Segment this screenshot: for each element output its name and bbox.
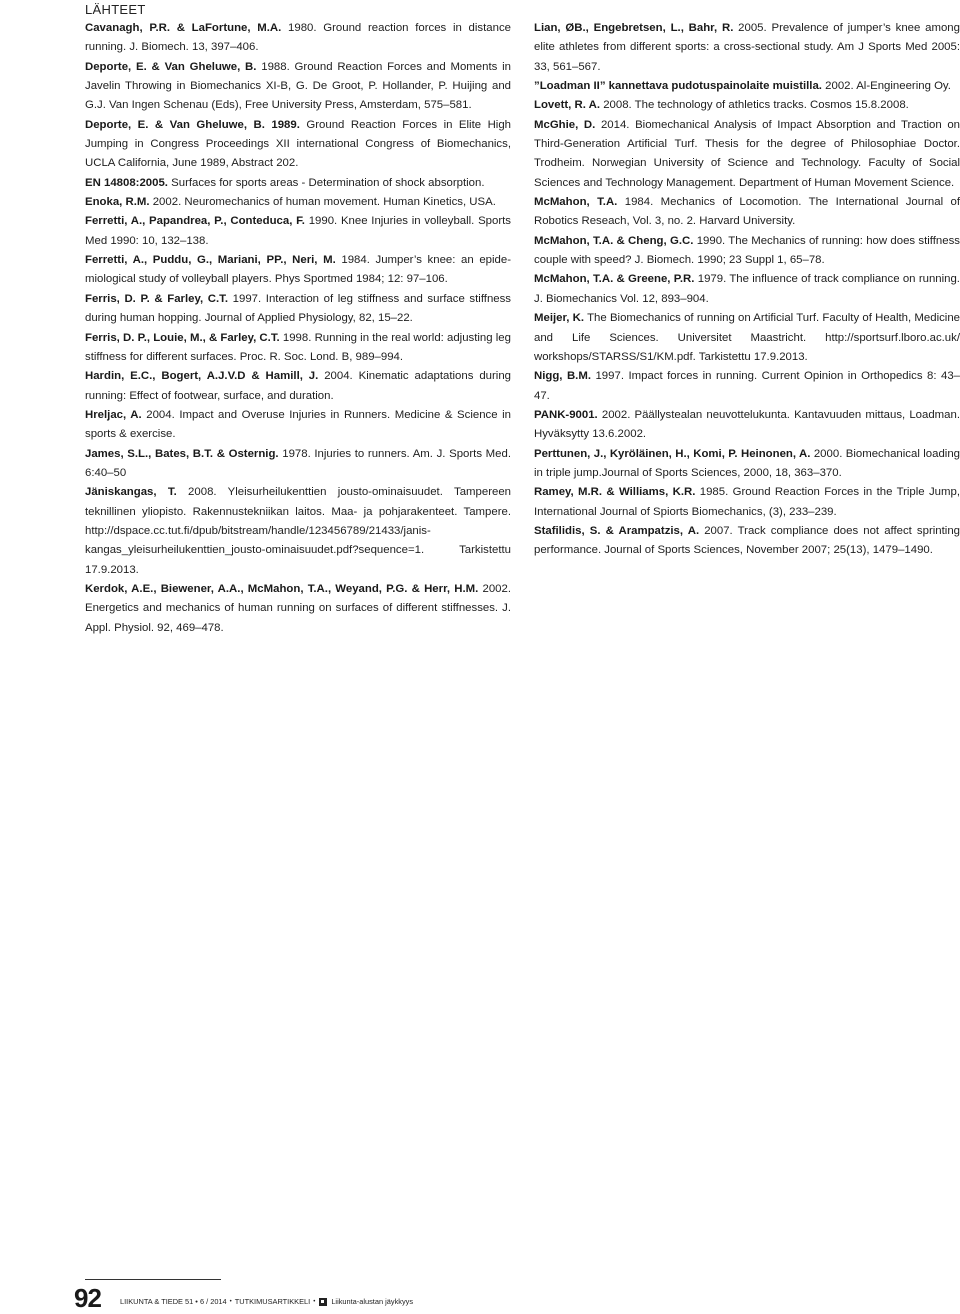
reference-authors: Ferris, D. P., Louie, M., & Farley, C.T. [85,331,280,344]
references-right-column [534,19,960,561]
reference-details: 2002. Energetics and mechanics of human running on surfaces of different stiffnesses. J. Appl. Physiol. 92, 469–478. [85,582,512,634]
reference-authors: James, S.L., Bates, B.T. & Osternig. [85,447,279,460]
reference-details: 2008. The technology of athletics tracks. Cosmos 15.8.2008. [600,99,909,112]
reference-details: Ground Reaction Forces in Elite High Jumping in Congress Proceedings XII international Congress of Biomechanics, UCLA California, June 1989, Abstract 202. [85,118,511,170]
reference-authors: McMahon, T.A. & Cheng, G.C. [534,234,694,247]
reference-authors: Lovett, R. A. [534,99,601,112]
reference-entry [85,212,511,251]
reference-entry [534,406,960,445]
reference-entry [85,329,511,368]
reference-authors: Hreljac, A. [85,408,142,421]
footer-journal: LIIKUNTA & TIEDE 51 • 6 / 2014 [120,1297,227,1306]
reference-entry [85,19,511,58]
footer-section: TUTKIMUSARTIKKELI [234,1297,311,1306]
references-left-column [85,19,511,638]
footer-separator: • [313,1298,316,1305]
reference-authors: McMahon, T.A. & Greene, P.R. [534,273,695,286]
reference-details: The Biomechanics of running on Artificial Turf. Faculty of Health, Medicine and Life Sciences. Universitet Maastricht. http://sportsurf.lboro.ac.uk/ workshops/STARSS/S1/KM.pdf. Tarkistettu 17.9.2013. [534,312,960,363]
reference-entry [85,58,511,116]
reference-authors: Stafilidis, S. & Arampatzis, A. [534,524,700,537]
reference-details: 2002. Al-Engineering Oy. [821,80,951,93]
reference-entry [534,483,960,522]
reference-authors: Meijer, K. [534,312,585,325]
reference-details: 2002. Neuromechanics of human movement. Human Kinetics, USA. [149,196,496,209]
reference-details: Surfaces for sports areas - Determination of shock absorption. [167,176,485,189]
reference-authors: Hardin, E.C., Bogert, A.J.V.D & Hamill, J. [85,370,319,383]
reference-details: 1984. Mechanics of Locomotion. The International Journal of Robotics Reseach, Vol. 3, no. 2. Harvard University. [534,196,960,228]
reference-entry [534,232,960,271]
footer-separator: • [229,1298,232,1305]
reference-details: 1997. Interaction of leg stiffness and surface stiffness during human hopping. Journal of Applied Physiology, 82, 15–22. [85,292,511,325]
reference-entry [534,19,960,77]
reference-details: 1984. Jumper’s knee: an epidemiological study of volleyball players. Phys Sportmed 1984; 12: 97–106. [85,254,511,286]
reference-entry [534,522,960,561]
reference-authors: ”Loadman II” kannettava pudotuspainolaite muistilla. [534,80,822,93]
reference-authors: Ramey, M.R. & Williams, K.R. [534,486,696,499]
reference-entry [534,77,960,96]
footer-rule [85,1279,221,1280]
reference-entry [534,96,960,115]
reference-authors: Cavanagh, P.R. & LaFortune, M.A. [85,22,282,34]
reference-entry [85,174,511,193]
journal-logo-icon [319,1298,327,1306]
reference-authors: McGhie, D. [534,118,596,131]
reference-entry [534,445,960,484]
reference-authors: Ferris, D. P. & Farley, C.T. [85,292,229,305]
reference-authors: Kerdok, A.E., Biewener, A.A., McMahon, T.A., Weyand, P.G. & Herr, H.M. [85,582,479,595]
reference-details: 1998. Running in the real world: adjusting leg stiffness for different surfaces. Proc. R. Soc. Lond. B, 989–994. [85,331,511,363]
reference-entry [85,406,511,445]
reference-authors: Jäniskangas, T. [85,486,177,499]
reference-entry [85,290,511,329]
reference-details: 1990. The Mechanics of running: how does stiffness couple with speed? J. Biomech. 1990; 23 Suppl 1, 65–78. [534,234,960,267]
reference-details: 1988. Ground Reaction Forces and Moments in Javelin Throwing in Biomechanics XI-B, G. De Groot, P. Hollander, P. Huijing and G.J. Van Ingen Schenau (Eds), Free University Press, Amsterdam, 575–581. [85,60,511,112]
reference-entry [534,270,960,309]
reference-details: 2014. Biomechanical Analysis of Impact Absorption and Traction on Third-Generation Artificial Turf. Thesis for the degree of Philosophiae Doctor. Trodheim. Norwegian University of Science and Technology. Faculty of Social Sciences and Technology Management. Department of Human Movement Science. [534,118,960,189]
reference-authors: Enoka, R.M. [85,196,150,209]
footer-running-title [120,1297,413,1306]
reference-entry [85,367,511,406]
reference-authors: Nigg, B.M. [534,370,591,383]
reference-details: 2007. Track compliance does not affect sprinting performance. Journal of Sports Sciences, November 2007; 25(13), 1479–1490. [534,524,960,557]
reference-authors: Perttunen, J., Kyröläinen, H., Komi, P. Heinonen, A. [534,447,811,460]
reference-details: 1990. Knee Injuries in volleyball. Sports Med 1990: 10, 132–138. [85,215,512,247]
references-heading: LÄHTEET [85,2,146,17]
footer-article-title: Liikunta-alustan jäykkyys [331,1297,414,1306]
reference-authors: Ferretti, A., Papandrea, P., Conteduca, F. [85,215,305,228]
reference-authors: Ferretti, A., Puddu, G., Mariani, PP., Neri, M. [85,254,336,267]
reference-entry [85,116,511,174]
reference-details: 1997. Impact forces in running. Current Opinion in Orthopedics 8: 43–47. [534,370,960,402]
reference-authors: PANK-9001. [534,408,598,421]
reference-entry [85,445,511,484]
reference-authors: EN 14808:2005. [85,176,168,189]
reference-authors: Deporte, E. & Van Gheluwe, B. [85,60,257,73]
reference-authors: Lian, ØB., Engebretsen, L., Bahr, R. [534,22,734,34]
reference-entry [85,483,511,580]
reference-entry [85,193,511,212]
reference-authors: McMahon, T.A. [534,196,618,209]
reference-entry [534,193,960,232]
reference-details: 1979. The influence of track compliance on running. J. Biomechanics Vol. 12, 893–904. [534,273,960,305]
reference-entry [534,309,960,367]
reference-details: 1978. Injuries to runners. Am. J. Sports Med. 6:40–50 [85,447,512,479]
reference-details: 2005. Prevalence of jumper’s knee among elite athletes from different sports: a cross-sectional study. Am J Sports Med 2005: 33, 561–567. [534,22,960,73]
reference-entry [85,251,511,290]
reference-details: 2004. Impact and Overuse Injuries in Runners. Medicine & Science in sports & exercise. [85,408,511,441]
reference-entry [534,116,960,193]
reference-details: 2002. Päällystealan neuvottelukunta. Kantavuuden mittaus, Loadman. Hyväksytty 13.6.2002. [534,408,960,441]
reference-details: 1985. Ground Reaction Forces in the Triple Jump, International Journal of Spiorts Biomechanics, (3), 233–239. [534,486,960,518]
reference-details: 2008. Yleisurheilukenttien jousto-ominaisuudet. Tampereen teknillinen yliopisto. Rakennustekniikan laitos. Maa- ja pohjarakenteet. Tampere. http://dspace.cc.tut.fi/dpub/bitstream/handle/123456789/21433/janiskangas_yleisurheilukenttien_jousto-ominaisuudet.pdf?sequence=1. Tarkistettu 17.9.2013. [85,486,511,576]
reference-details: 2004. Kinematic adaptations during running: Effect of footwear, surface, and duration. [85,370,511,402]
reference-entry [85,580,511,638]
reference-authors: Deporte, E. & Van Gheluwe, B. 1989. [85,118,300,131]
page-number: 92 [74,1283,101,1313]
reference-entry [534,367,960,406]
reference-details: 2000. Biomechanical loading in triple jump.Journal of Sports Sciences, 2000, 18, 363–370. [534,447,960,479]
reference-details: 1980. Ground reaction forces in distance running. J. Biomech. 13, 397–406. [85,22,511,54]
